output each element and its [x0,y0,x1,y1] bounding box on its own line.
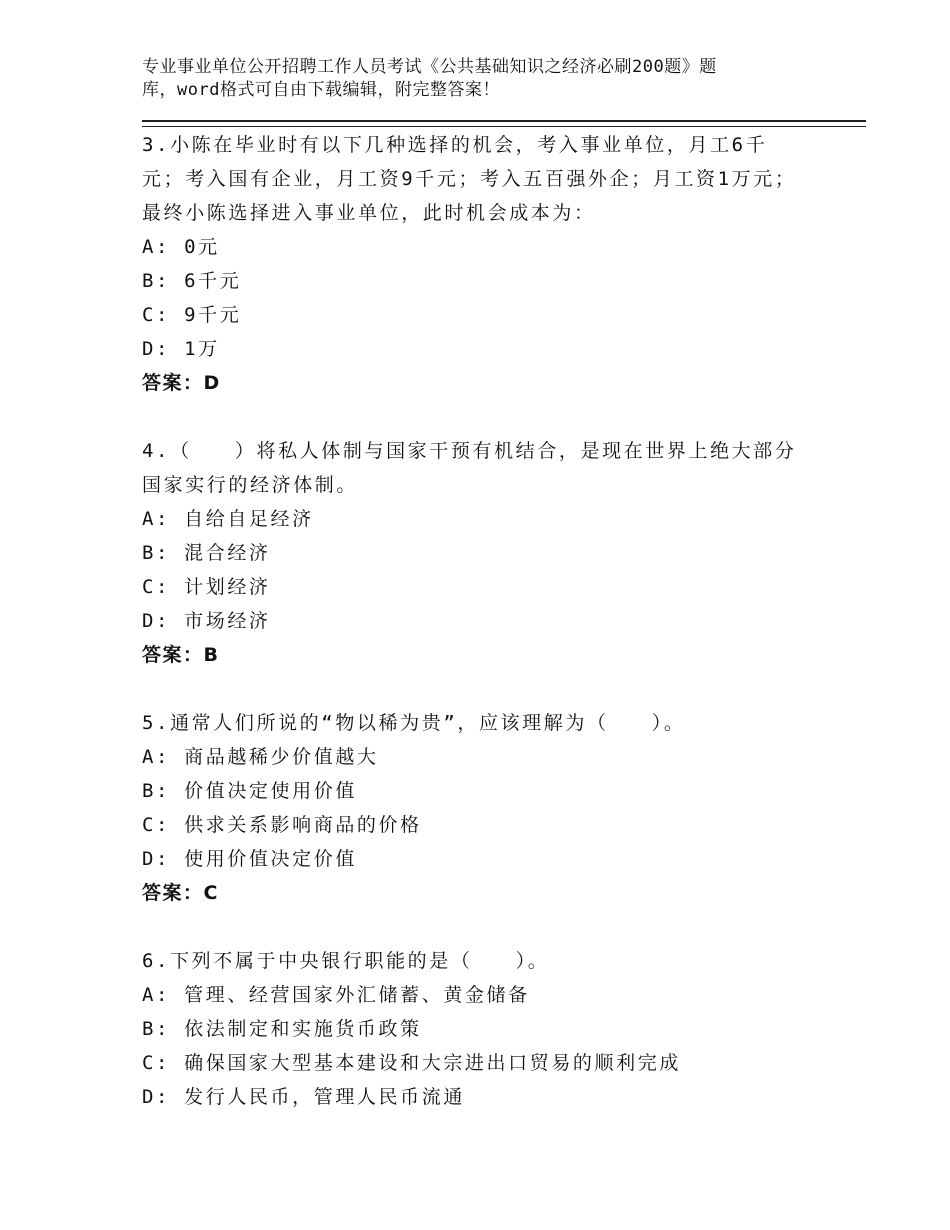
option-b: B: 价值决定使用价值 [142,780,357,802]
question-gap [142,672,842,706]
question-stem-line: 国家实行的经济体制。 [142,474,359,496]
question-stem-line: 6.下列不属于中央银行职能的是（ ）。 [142,950,550,972]
question-5 [142,706,842,910]
question-4 [142,434,842,672]
option-a: A: 管理、经营国家外汇储蓄、黄金储备 [142,984,530,1006]
document-header [142,56,822,102]
question-stem-line: 元；考入国有企业，月工资9千元；考入五百强外企；月工资1万元； [142,168,797,190]
question-stem-line: 最终小陈选择进入事业单位，此时机会成本为： [142,202,596,224]
header-line-2: 库，word格式可自由下载编辑，附完整答案！ [142,80,500,100]
header-divider [142,120,866,127]
option-c: C: 计划经济 [142,576,271,598]
question-6 [142,944,842,1114]
question-stem-line: 3.小陈在毕业时有以下几种选择的机会，考入事业单位，月工6千 [142,134,768,156]
question-list [142,128,842,1114]
question-gap [142,910,842,944]
option-b: B: 依法制定和实施货币政策 [142,1018,422,1040]
answer-label: 答案：D [142,372,221,394]
header-line-1: 专业事业单位公开招聘工作人员考试《公共基础知识之经济必刷200题》题 [142,57,717,77]
question-gap [142,400,842,434]
option-c: C: 供求关系影响商品的价格 [142,814,422,836]
answer-label: 答案：C [142,882,219,904]
option-a: A: 0元 [142,236,220,258]
option-d: D: 市场经济 [142,610,271,632]
option-c: C: 确保国家大型基本建设和大宗进出口贸易的顺利完成 [142,1052,681,1074]
option-d: D: 发行人民币，管理人民币流通 [142,1086,465,1108]
option-d: D: 使用价值决定价值 [142,848,357,870]
option-b: B: 混合经济 [142,542,271,564]
question-stem-line: 4.（ ）将私人体制与国家干预有机结合，是现在世界上绝大部分 [142,440,797,462]
option-d: D: 1万 [142,338,220,360]
option-a: A: 商品越稀少价值越大 [142,746,379,768]
option-a: A: 自给自足经济 [142,508,314,530]
option-c: C: 9千元 [142,304,242,326]
question-stem-line: 5.通常人们所说的“物以稀为贵”，应该理解为（ ）。 [142,712,686,734]
question-3 [142,128,842,400]
option-b: B: 6千元 [142,270,242,292]
answer-label: 答案：B [142,644,220,666]
